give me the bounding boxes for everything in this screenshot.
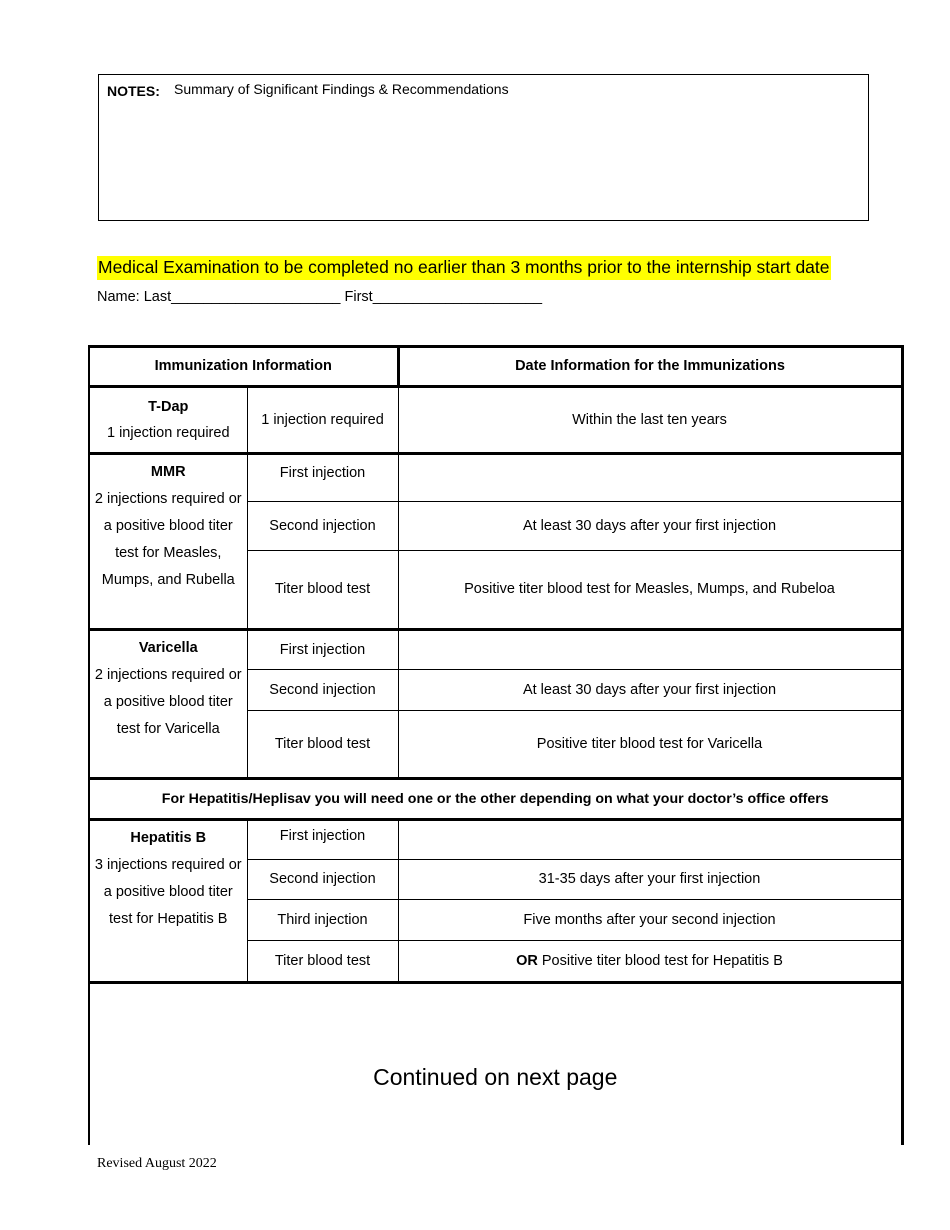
continued-cell [89, 983, 902, 1145]
tdap-desc: 1 injection required [106, 425, 230, 441]
hepb-desc: 3 injections required or a positive blood titer test for Hepatitis B [94, 857, 242, 927]
hepb-step-4: Titer blood test [247, 941, 398, 983]
mmr-info-2: At least 30 days after your first injection [398, 502, 902, 551]
continued-text: Continued on next page [373, 1063, 618, 1090]
notes-box[interactable] [98, 74, 869, 221]
mmr-name: MMR [150, 464, 186, 480]
notes-label: NOTES: [107, 83, 160, 99]
header-date-info: Date Information for the Immunizations [398, 347, 902, 387]
or-prefix: OR [516, 952, 538, 969]
mmr-info-3: Positive titer blood test for Measles, Mumps, and Rubeloa [398, 551, 902, 630]
varicella-step-1: First injection [247, 630, 398, 670]
header-immunization-info: Immunization Information [89, 347, 398, 387]
varicella-info-3: Positive titer blood test for Varicella [398, 711, 902, 779]
varicella-info-2: At least 30 days after your first injection [398, 670, 902, 711]
hepb-info-2: 31-35 days after your first injection [398, 860, 902, 900]
name-field-line[interactable]: Name: Last_____________________ First_____________________ [97, 289, 543, 305]
exam-timing-notice: Medical Examination to be completed no earlier than 3 months prior to the internship start date [97, 256, 831, 280]
hepb-info-4-text: Positive titer blood test for Hepatitis B [541, 952, 783, 969]
varicella-step-3: Titer blood test [247, 711, 398, 779]
mmr-cell [89, 454, 247, 630]
hepb-info-1[interactable] [398, 820, 902, 860]
tdap-info: Within the last ten years [398, 387, 902, 454]
tdap-name: T-Dap [148, 399, 189, 415]
hepb-cell [89, 820, 247, 983]
hepb-name: Hepatitis B [130, 830, 207, 846]
mmr-desc: 2 injections required or a positive blood titer test for Measles, Mumps, and Rubella [94, 491, 242, 588]
hepb-step-2: Second injection [247, 860, 398, 900]
immunization-table [88, 345, 904, 1145]
hepb-info-4 [398, 941, 902, 983]
hepb-step-1: First injection [247, 820, 398, 860]
varicella-name: Varicella [138, 640, 198, 656]
varicella-desc: 2 injections required or a positive blood titer test for Varicella [94, 667, 242, 737]
hepatitis-note: For Hepatitis/Heplisav you will need one or the other depending on what your doctor’s office offers [89, 779, 902, 820]
mmr-step-1: First injection [247, 454, 398, 502]
hepb-info-3: Five months after your second injection [398, 900, 902, 941]
varicella-cell [89, 630, 247, 779]
tdap-step: 1 injection required [247, 387, 398, 454]
mmr-step-2: Second injection [247, 502, 398, 551]
varicella-step-2: Second injection [247, 670, 398, 711]
tdap-cell [89, 387, 247, 454]
hepb-step-3: Third injection [247, 900, 398, 941]
mmr-info-1[interactable] [398, 454, 902, 502]
varicella-info-1[interactable] [398, 630, 902, 670]
notes-title: Summary of Significant Findings & Recommendations [174, 81, 509, 97]
mmr-step-3: Titer blood test [247, 551, 398, 630]
revised-date: Revised August 2022 [97, 1156, 217, 1171]
